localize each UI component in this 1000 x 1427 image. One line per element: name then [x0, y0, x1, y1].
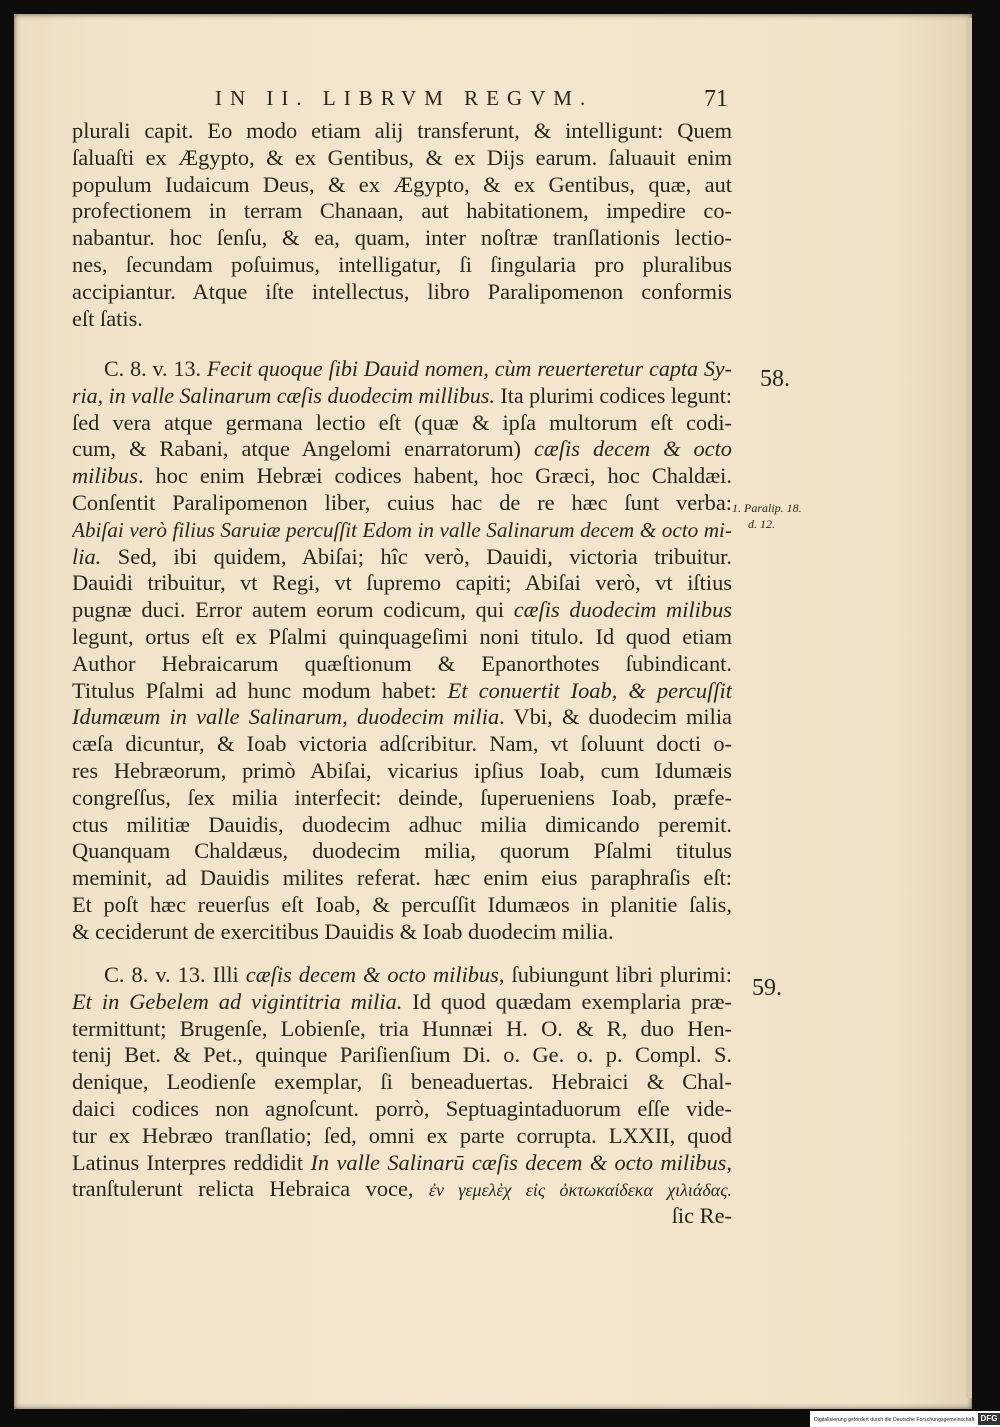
text-line: & ceciderunt de exercitibus Dauidis & Ioab duodecim milia. [72, 918, 614, 944]
text-line [72, 1176, 732, 1203]
text-span: pugnæ duci. Error autem eorum codicum, qui [72, 597, 514, 623]
quotation: Fecit quoque ſibi Dauid nomen, cùm reuerteretur capta Sy- [206, 356, 732, 381]
text-line: tur ex Hebræo tranſlatio; ſed, omni ex parte corrupta. LXXII, quod [72, 1122, 732, 1148]
paragraph-2 [72, 356, 732, 946]
text-line: eſt ſatis. [72, 305, 143, 331]
text-span: Ita plurimi codices legunt: [494, 382, 732, 408]
text-line: tenij Bet. & Pet., quinque Pariſienſium Di. o. Ge. o. p. Compl. S. [72, 1042, 732, 1068]
margin-reference: 1. Paralip. 18. [732, 501, 802, 515]
quotation: Idumæum in valle Salinarum, duodecim milia [72, 704, 500, 730]
text-line [72, 356, 732, 383]
text-span: tranſtulerunt relicta Hebraica voce, [72, 1176, 429, 1202]
text-line: Conſentit Paralipomenon liber, cuius hac de re hæc ſunt verba: [72, 489, 732, 515]
paragraph-3 [72, 962, 732, 1230]
running-head: IN II. LIBRVM REGVM. [215, 86, 594, 110]
text-span: . Vbi, & duodecim milia [499, 704, 732, 730]
text-line: Quanquam Chaldæus, duodecim milia, quorum Pſalmi titulus [72, 838, 732, 864]
text-line [72, 1150, 732, 1177]
page-edge [966, 18, 972, 1398]
verse-reference: C. 8. v. 13. [104, 356, 207, 381]
text-span: Sed, ibi quidem, Abiſai; hîc verò, Dauidi, victoria tribuitur. [101, 543, 732, 569]
text-line [72, 383, 732, 410]
text-line [72, 678, 732, 705]
text-line: res Hebræorum, primò Abiſai, vicarius ipſius Ioab, cum Idumæis [72, 757, 732, 783]
text-line: populum Iudaicum Deus, & ex Ægypto, & ex Gentibus, quæ, aut [72, 171, 732, 197]
text-line [72, 704, 732, 731]
margin-entry-number: 58. [760, 366, 790, 392]
margin-reference: d. 12. [748, 517, 775, 531]
text-line: cæſa dicuntur, & Ioab victoria adſcribitur. Nam, vt ſoluunt docti o- [72, 731, 732, 757]
text-line: nes, ſecundam poſuimus, intelligatur, ſi ſingularia pro pluralibus [72, 251, 732, 277]
quotation: Et conuertit Ioab, & percuſſit [447, 677, 732, 703]
quotation: Et in Gebelem ad vigintitria milia. [72, 988, 403, 1014]
text-span: Titulus Pſalmi ad hunc modum habet: [72, 677, 448, 703]
text-line: Et poſt hæc reuerſus eſt Ioab, & percuſſit Idumæos in planitie ſalis, [72, 891, 732, 917]
text-line: ctus militiæ Dauidis, duodecim adhuc milia dimicando peremit. [72, 811, 732, 837]
greek-quotation: ἐν γεμελὲχ εἰς ὀκτωκαίδεκα χιλιάδας. [428, 1180, 732, 1201]
catchword: ſic Re- [671, 1203, 732, 1229]
text-span: Id quod quædam exemplaria præ- [402, 988, 732, 1014]
text-line: daici codices non agnoſcunt. porrò, Septuagintaduorum eſſe vide- [72, 1095, 732, 1121]
text-span: Latinus Interpres reddidit [72, 1149, 311, 1175]
text-line: meminit, ad Dauidis milites referat. hæc enim eius paraphraſis eſt: [72, 865, 732, 891]
text-span: . hoc enim Hebræi codices habent, hoc Græci, hoc Chaldæi. [137, 463, 732, 489]
text-line: Dauidi tribuitur, vt Regi, vt ſupremo capiti; Abiſai verò, vt iſtius [72, 570, 732, 596]
text-line: legunt, ortus eſt ex Pſalmi quinquageſimi noni titulo. Id quod etiam [72, 623, 732, 649]
quotation: In valle Salinarū cæſis decem & octo milibus [310, 1149, 727, 1175]
margin-entry-number: 59. [752, 975, 782, 1001]
text-line: plurali capit. Eo modo etiam alij transferunt, & intelligunt: Quem [72, 118, 732, 143]
text-line [72, 544, 732, 571]
text-span: cum, & Rabani, atque Angelomi enarratorum) [72, 436, 534, 462]
page-number: 71 [704, 86, 728, 112]
paragraph-1 [72, 118, 732, 332]
digitization-credit-bar [810, 1411, 1000, 1427]
text-line [72, 463, 732, 490]
quotation: cæſis decem & octo milibus [245, 962, 499, 987]
text-span: , [726, 1149, 732, 1175]
text-line: nabantur. hoc ſenſu, & ea, quam, inter noſtræ tranſlationis lectio- [72, 225, 732, 251]
text-line: accipiantur. Atque iſte intellectus, libro Paralipomenon conformis [72, 278, 732, 304]
text-line: Author Hebraicarum quæſtionum & Epanorthotes ſubindicant. [72, 650, 732, 676]
text-line [72, 436, 732, 463]
text-line: termittunt; Brugenſe, Lobienſe, tria Hunnæi H. O. & R, duo Hen- [72, 1015, 732, 1041]
text-line: ſaluaſti ex Ægypto, & ex Gentibus, & ex Dijs earum. ſaluauit enim [72, 144, 732, 170]
text-line: ſed vera atque germana lectio eſt (quæ & ipſa multorum eſt codi- [72, 409, 732, 435]
text-line: profectionem in terram Chanaan, aut habitationem, impedire co- [72, 198, 732, 224]
quotation: cæſis decem & octo [533, 436, 732, 462]
text-line [72, 962, 732, 989]
quotation: ria, in valle Salinarum cæſis duodecim millibus. [72, 382, 495, 408]
text-line: congreſſus, ſex milia interfecit: deinde, ſuperueniens Ioab, præfe- [72, 784, 732, 810]
quotation: milibus [72, 463, 138, 489]
text-line: Abiſai verò filius Saruiæ percuſſit Edom in valle Salinarum decem & octo mi- [72, 517, 732, 542]
verse-reference: C. 8. v. 13. Illi [104, 962, 246, 987]
text-span: , ſubiungunt libri plurimi: [498, 962, 732, 987]
quotation: lia. [72, 543, 102, 569]
text-line: denique, Leodienſe exemplar, ſi beneaduertas. Hebraici & Chal- [72, 1069, 732, 1095]
digitization-credit: Digitalisierung gefördert durch die Deutsche Forschungsgemeinschaft [814, 1417, 975, 1423]
quotation: cæſis duodecim milibus [513, 597, 732, 623]
text-line [72, 989, 732, 1016]
text-line [72, 597, 732, 624]
dfg-logo: DFG [978, 1413, 1000, 1425]
